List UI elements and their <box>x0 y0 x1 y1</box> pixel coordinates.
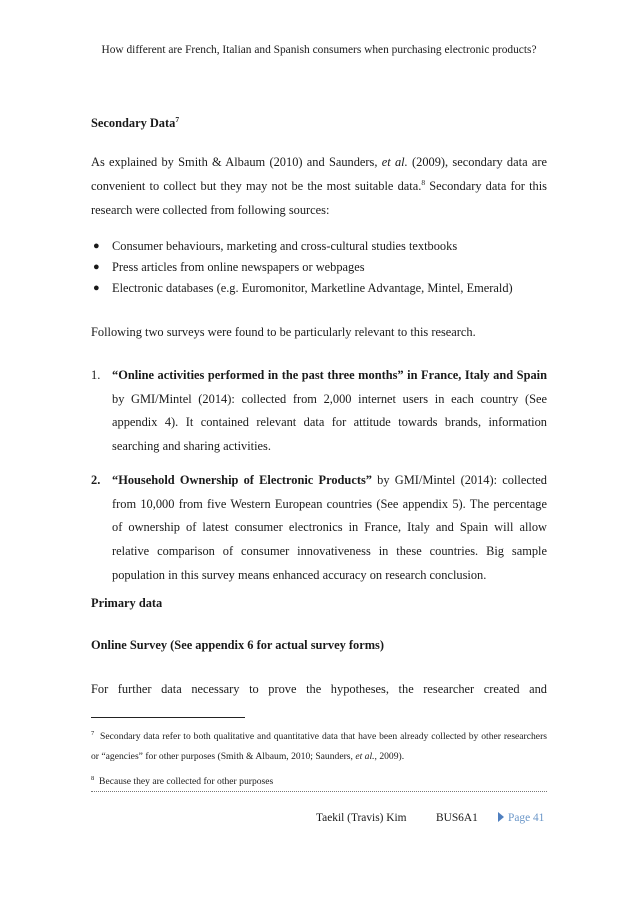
paragraph-primary: For further data necessary to prove the hypotheses, the researcher created and <box>91 682 547 696</box>
footnote-8 <box>91 772 547 792</box>
bullet-icon: ● <box>93 282 100 294</box>
running-header: How different are French, Italian and Spanish consumers when purchasing electronic products? <box>101 44 537 56</box>
survey-body <box>112 469 547 588</box>
bullet-text: Press articles from online newspapers or webpages <box>112 260 365 274</box>
para1-text-c: Secondary data for this research were collected from following sources: <box>91 179 547 217</box>
bullet-text: Consumer behaviours, marketing and cross-cultural studies textbooks <box>112 239 458 253</box>
footnote-number: 7 <box>91 729 95 737</box>
page-arrow-icon <box>498 812 504 822</box>
footnote-separator <box>91 717 245 718</box>
footer-separator <box>91 791 547 792</box>
footnote-text: Because they are collected for other purposes <box>99 776 274 787</box>
survey-description: by GMI/Mintel (2014): collected from 10,000 from five Western European countries (See appendix 5). The percentage of ownership of latest consumer electronics in France, Italy and Spain will allow relative comparison of consumer innovativeness in these countries. Big sample population in this survey means enhanced accuracy on research conclusion. <box>112 473 547 582</box>
heading-text: Secondary Data <box>91 116 176 130</box>
survey-body <box>112 364 547 459</box>
footnote-ref-7: 7 <box>175 114 180 124</box>
bullet-text: Electronic databases (e.g. Euromonitor, Marketline Advantage, Mintel, Emerald) <box>112 281 513 295</box>
footnote-number: 8 <box>91 774 95 782</box>
footnote-etal: et al. <box>355 751 375 762</box>
para1-etal: et al. <box>381 155 408 169</box>
list-item <box>91 257 547 278</box>
survey-title: “Online activities performed in the past three months” in France, Italy and Spain <box>112 368 547 382</box>
footer-author: Taekil (Travis) Kim <box>316 812 407 824</box>
survey-item-1 <box>91 364 547 459</box>
list-item <box>91 236 547 257</box>
survey-title: “Household Ownership of Electronic Products” <box>112 473 372 487</box>
section-heading-secondary <box>91 111 547 135</box>
para1-text-a: As explained by Smith & Albaum (2010) and Saunders, <box>91 155 378 169</box>
paragraph-surveys-intro: Following two surveys were found to be particularly relevant to this research. <box>91 325 476 339</box>
para1-text-b: (2009), secondary data are convenient to collect but they may not be the most suitable data. <box>91 155 547 193</box>
survey-description: by GMI/Mintel (2014): collected from 2,000 internet users in each country (See appendix 4). It contained relevant data for attitude towards brands, information searching and sharing activities. <box>112 391 547 454</box>
survey-number: 1. <box>91 368 101 382</box>
footer-course: BUS6A1 <box>436 812 478 824</box>
paragraph-secondary-intro <box>91 150 547 222</box>
footnote-7 <box>91 727 547 767</box>
page-number: Page 41 <box>508 812 545 824</box>
subheading-online-survey: Online Survey (See appendix 6 for actual survey forms) <box>91 638 385 652</box>
footer-page <box>498 812 544 824</box>
survey-item-2 <box>91 469 547 588</box>
bullet-icon: ● <box>93 261 100 273</box>
footnote-text-a: Secondary data refer to both qualitative and quantitative data that have been already collected by other researchers or “agencies” for other purposes (Smith & Albaum, 2010; Saunders, <box>91 731 547 762</box>
list-item <box>91 278 547 299</box>
footnote-ref-8: 8 <box>421 177 426 187</box>
source-bullet-list <box>91 236 547 299</box>
bullet-icon: ● <box>93 240 100 252</box>
section-heading-primary: Primary data <box>91 596 163 610</box>
footnote-text-b: , 2009). <box>374 751 405 762</box>
survey-number: 2. <box>91 473 101 487</box>
